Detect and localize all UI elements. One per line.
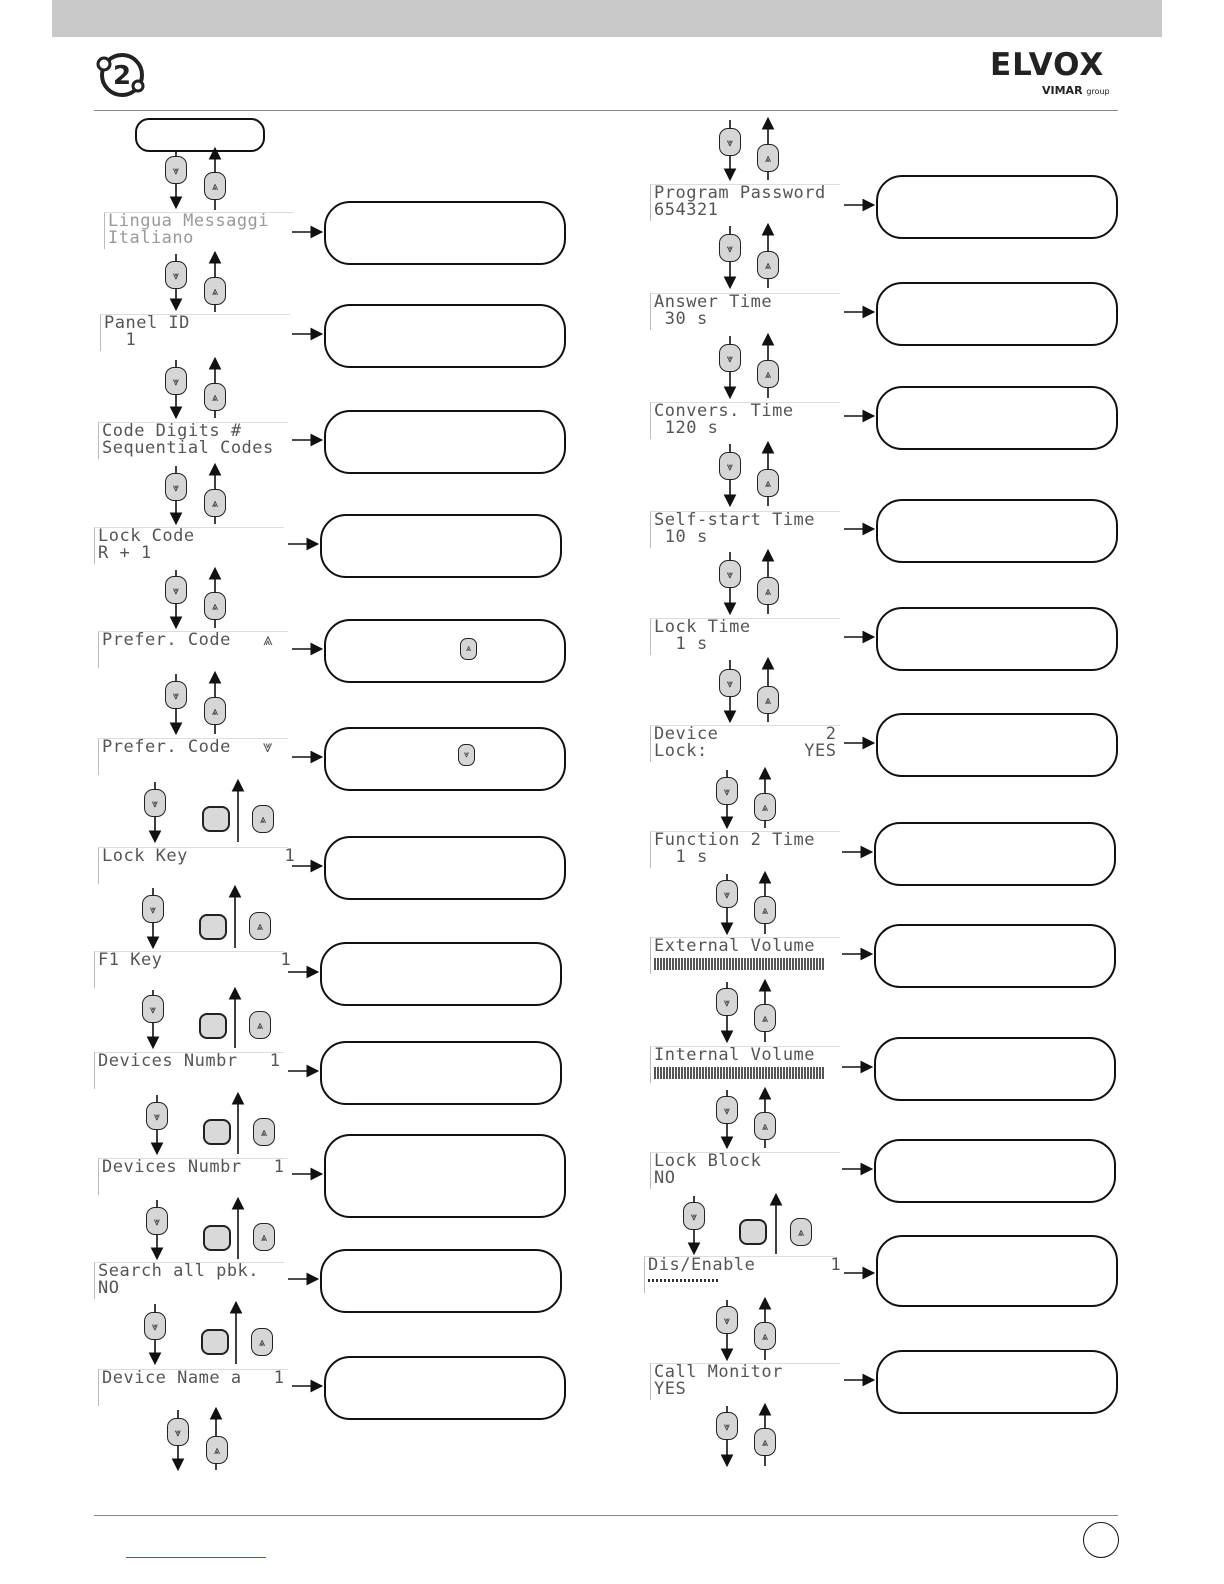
up-key-icon: ⩓	[204, 489, 226, 517]
up-key-icon: ⩓	[204, 172, 226, 200]
footer-link[interactable]	[126, 1557, 266, 1558]
ok-key-icon	[199, 1013, 227, 1039]
lcd-line: Self-start Time	[654, 510, 816, 530]
down-key-icon: ⩔	[165, 367, 187, 395]
up-key-icon: ⩓	[204, 383, 226, 411]
down-key-icon: ⩔	[144, 789, 166, 817]
lcd-line: YES	[654, 1379, 687, 1399]
up-key-icon: ⩓	[754, 1428, 776, 1456]
lcd-line: Dis/Enable 1	[648, 1255, 842, 1275]
down-key-icon: ⩔	[165, 473, 187, 501]
lcd-line: Panel ID	[104, 313, 190, 333]
down-key-icon: ⩔	[716, 1306, 738, 1334]
brand-name: ELVOX	[990, 47, 1105, 83]
up-key-icon: ⩓	[253, 1118, 275, 1146]
lcd-line: Prefer. Code ⩔	[102, 737, 274, 757]
lcd-line: Italiano	[108, 228, 194, 248]
lcd-line: Device 2	[654, 724, 837, 744]
down-key-icon: ⩔	[458, 744, 475, 766]
down-key-icon: ⩔	[165, 576, 187, 604]
down-key-icon: ⩔	[719, 452, 741, 480]
down-key-icon: ⩔	[719, 128, 741, 156]
lcd-line: Devices Numbr 1	[98, 1051, 281, 1071]
lcd-line: Call Monitor	[654, 1362, 783, 1382]
svg-text:2: 2	[112, 61, 132, 91]
lcd-line: External Volume	[654, 936, 816, 956]
lcd-line: 1 s	[654, 634, 708, 654]
down-key-icon: ⩔	[719, 344, 741, 372]
lcd-line: 120 s	[654, 418, 719, 438]
ok-key-icon	[203, 1225, 231, 1251]
lcd-line: Convers. Time	[654, 401, 794, 421]
lcd-line: Program Password	[654, 183, 826, 203]
lcd-line: Prefer. Code ⩓	[102, 630, 274, 650]
down-key-icon: ⩔	[167, 1418, 189, 1446]
up-key-icon: ⩓	[757, 360, 779, 388]
lcd-line: Internal Volume	[654, 1045, 816, 1065]
lcd-line: R + 1	[98, 543, 152, 563]
down-key-icon: ⩔	[716, 1096, 738, 1124]
down-key-icon: ⩔	[719, 560, 741, 588]
ok-key-icon	[203, 1119, 231, 1145]
down-key-icon: ⩔	[142, 995, 164, 1023]
lcd-line: Lock Code	[98, 526, 195, 546]
lcd-line: 30 s	[654, 309, 708, 329]
ok-key-icon	[201, 1329, 229, 1355]
lcd-line: Lock Time	[654, 617, 751, 637]
ok-key-icon	[202, 806, 230, 832]
up-key-icon: ⩓	[754, 1322, 776, 1350]
up-key-icon: ⩓	[204, 277, 226, 305]
down-key-icon: ⩔	[142, 895, 164, 923]
down-key-icon: ⩔	[146, 1207, 168, 1235]
up-key-icon: ⩓	[754, 793, 776, 821]
down-key-icon: ⩔	[716, 1412, 738, 1440]
lcd-line: Code Digits #	[102, 421, 242, 441]
lcd-line: Function 2 Time	[654, 830, 816, 850]
lcd-line: Search all pbk.	[98, 1261, 260, 1281]
up-key-icon: ⩓	[757, 144, 779, 172]
lcd-line: 10 s	[654, 527, 708, 547]
down-key-icon: ⩔	[716, 988, 738, 1016]
vimar-label: VIMAR	[1042, 84, 1083, 97]
up-key-icon: ⩓	[252, 805, 274, 833]
up-key-icon: ⩓	[249, 1011, 271, 1039]
up-key-icon: ⩓	[253, 1223, 275, 1251]
lcd-line: NO	[654, 1168, 676, 1188]
down-key-icon: ⩔	[144, 1312, 166, 1340]
ok-key-icon	[739, 1219, 767, 1245]
down-key-icon: ⩔	[719, 234, 741, 262]
ok-key-icon	[199, 914, 227, 940]
lcd-line: Lingua Messaggi	[108, 211, 270, 231]
lcd-line: Lock: YES	[654, 741, 837, 761]
lcd-line: NO	[98, 1278, 120, 1298]
lcd-line: Lock Key 1	[102, 846, 296, 866]
down-key-icon: ⩔	[716, 880, 738, 908]
lcd-line: Lock Block	[654, 1151, 762, 1171]
up-key-icon: ⩓	[754, 1004, 776, 1032]
up-key-icon: ⩓	[757, 469, 779, 497]
lcd-line: 1 s	[654, 847, 708, 867]
lcd-line: 654321	[654, 200, 719, 220]
up-key-icon: ⩓	[204, 697, 226, 725]
up-key-icon: ⩓	[790, 1218, 812, 1246]
group-label: group	[1086, 87, 1110, 96]
lcd-line: F1 Key 1	[98, 950, 292, 970]
up-key-icon: ⩓	[757, 577, 779, 605]
down-key-icon: ⩔	[146, 1102, 168, 1130]
up-key-icon: ⩓	[757, 686, 779, 714]
down-key-icon: ⩔	[716, 777, 738, 805]
lcd-line: Sequential Codes	[102, 438, 274, 458]
lcd-line: Answer Time	[654, 292, 773, 312]
down-key-icon: ⩔	[165, 261, 187, 289]
up-key-icon: ⩓	[757, 251, 779, 279]
down-key-icon: ⩔	[683, 1202, 705, 1230]
lcd-line: 1	[104, 330, 137, 350]
up-key-icon: ⩓	[251, 1328, 273, 1356]
up-key-icon: ⩓	[460, 638, 477, 660]
up-key-icon: ⩓	[204, 592, 226, 620]
up-key-icon: ⩓	[754, 896, 776, 924]
lcd-line: Device Name a 1	[102, 1368, 285, 1388]
up-key-icon: ⩓	[754, 1112, 776, 1140]
down-key-icon: ⩔	[165, 156, 187, 184]
lcd-line: Devices Numbr 1	[102, 1157, 285, 1177]
up-key-icon: ⩓	[249, 912, 271, 940]
down-key-icon: ⩔	[719, 669, 741, 697]
down-key-icon: ⩔	[165, 681, 187, 709]
page-number-circle	[1083, 1522, 1119, 1558]
up-key-icon: ⩓	[206, 1436, 228, 1464]
